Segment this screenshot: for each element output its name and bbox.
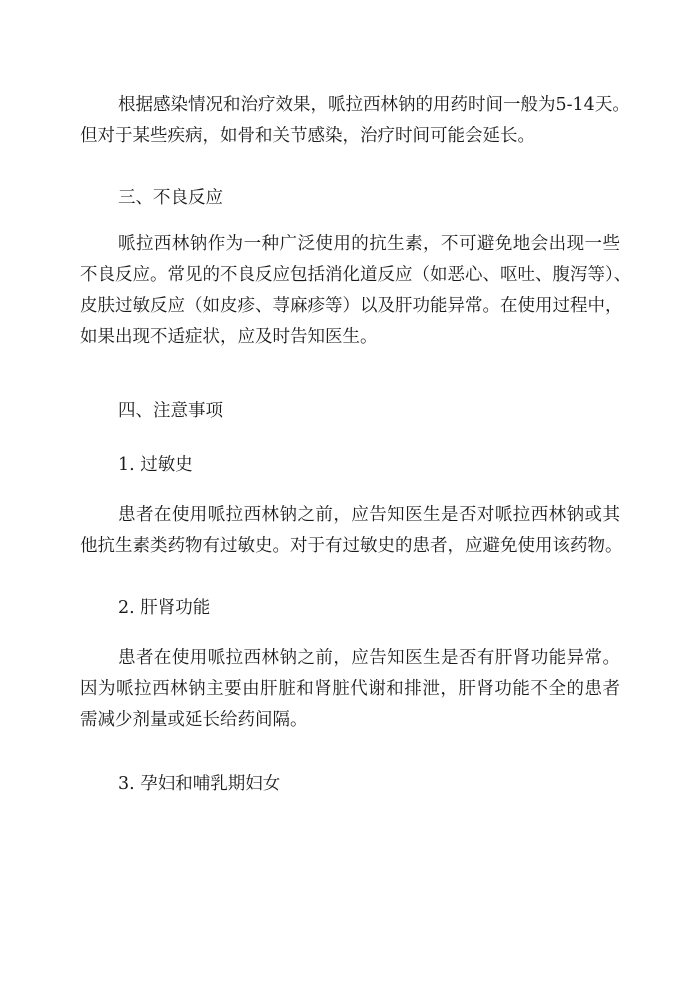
paragraph-adverse-reactions: [80, 229, 632, 353]
paragraph-allergy-history: [80, 500, 623, 562]
subheading-text: 2. 肝肾功能: [118, 598, 211, 618]
heading-text: 四、注意事项: [118, 401, 223, 421]
paragraph-line: 如果出现不适症状，应及时告知医生。: [80, 327, 378, 347]
subheading-text: 1. 过敏史: [118, 455, 193, 475]
subheading-text: 3. 孕妇和哺乳期妇女: [118, 774, 281, 794]
subheading-allergy-history: [80, 450, 620, 481]
paragraph-line: 需减少剂量或延长给药间隔。: [80, 710, 308, 730]
section-heading-adverse-reactions: [80, 183, 620, 214]
paragraph-line: 但对于某些疾病，如骨和关节感染，治疗时间可能会延长。: [80, 126, 535, 146]
paragraph-line: 根据感染情况和治疗效果，哌拉西林钠的用药时间一般为5-14天。: [118, 95, 630, 115]
subheading-pregnancy-lactation: [80, 769, 620, 800]
paragraph-line: 哌拉西林钠作为一种广泛使用的抗生素，不可避免地会出现一些: [118, 234, 620, 254]
paragraph-line: 因为哌拉西林钠主要由肝脏和肾脏代谢和排泄，肝肾功能不全的患者: [80, 679, 620, 699]
paragraph-liver-kidney-function: [80, 643, 620, 736]
paragraph-line: 他抗生素类药物有过敏史。对于有过敏史的患者，应避免使用该药物。: [80, 536, 623, 556]
subheading-liver-kidney-function: [80, 593, 620, 624]
heading-text: 三、不良反应: [118, 188, 223, 208]
paragraph-treatment-duration: [80, 90, 630, 152]
paragraph-line: 皮肤过敏反应（如皮疹、荨麻疹等）以及肝功能异常。在使用过程中，: [80, 296, 623, 316]
paragraph-line: 患者在使用哌拉西林钠之前，应告知医生是否对哌拉西林钠或其: [118, 505, 620, 525]
paragraph-line: 患者在使用哌拉西林钠之前，应告知医生是否有肝肾功能异常。: [118, 648, 620, 668]
paragraph-line: 不良反应。常见的不良反应包括消化道反应（如恶心、呕吐、腹泻等）、: [80, 265, 632, 285]
section-heading-precautions: [80, 396, 620, 427]
